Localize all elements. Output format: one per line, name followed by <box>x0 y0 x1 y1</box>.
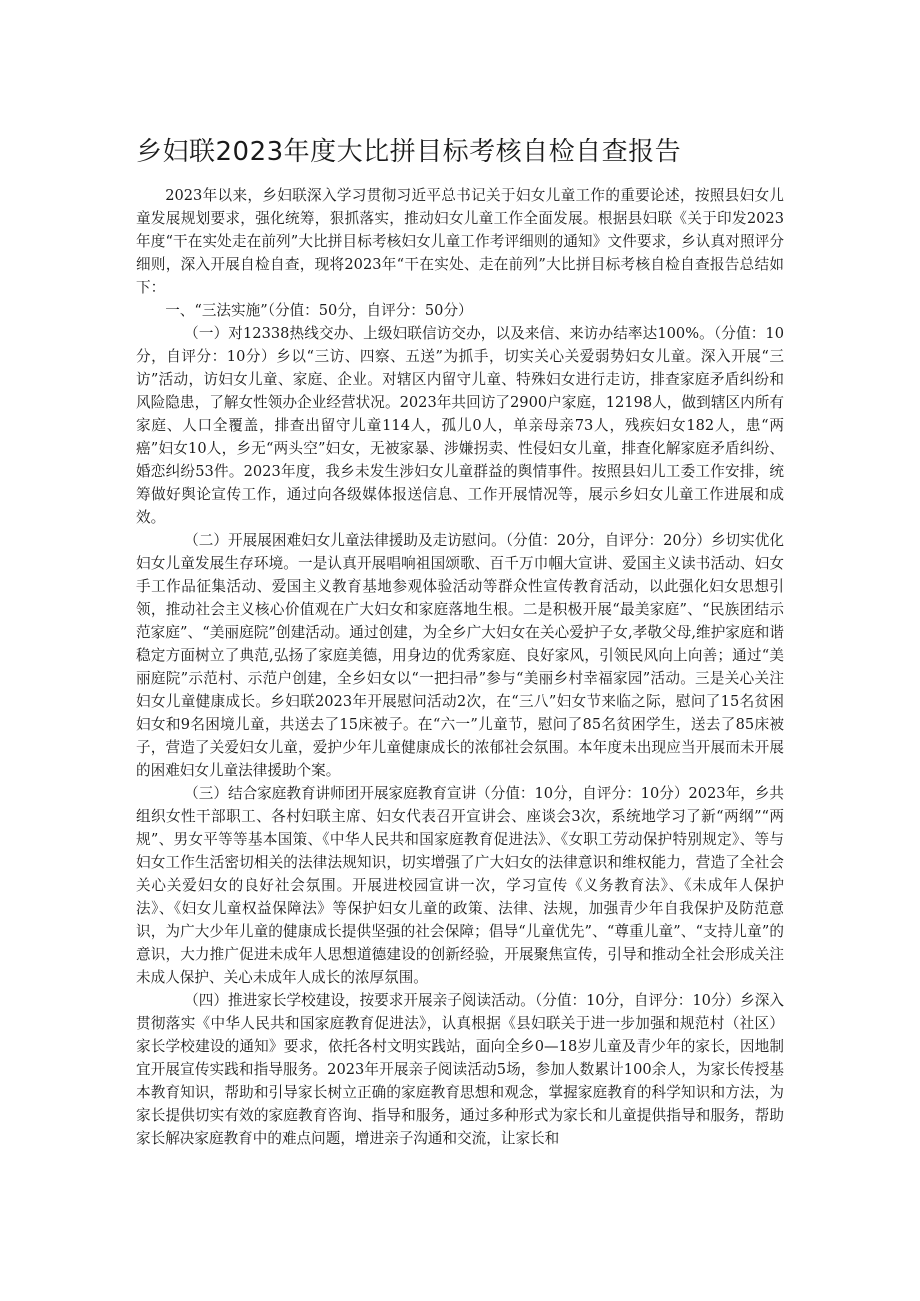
item-paragraph-1: （一）对12338热线交办、上级妇联信访交办，以及来信、来访办结率达100%。（分值：10分，自评分：10分）乡以“三访、四察、五送”为抓手，切实关心关爱弱势妇女儿童。深入开展“三访”活动，访妇女儿童、家庭、企业。对辖区内留守儿童、特殊妇女进行走访，排查家庭矛盾纠纷和风险隐患，了解女性领办企业经营状况。2023年共回访了2900户家庭，12198人，做到辖区内所有家庭、人口全覆盖，排查出留守儿童114人，孤儿0人，单亲母亲73人，残疾妇女182人，患“两癌”妇女10人，乡无“两头空”妇女，无被家暴、涉嫌拐卖、性侵妇女儿童，排查化解家庭矛盾纠纷、婚恋纠纷53件。2023年度，我乡未发生涉妇女儿童群益的舆情事件。按照县妇儿工委工作安排，统筹做好舆论宣传工作，通过向各级媒体报送信息、工作开展情况等，展示乡妇女儿童工作进展和成效。 <box>136 325 784 526</box>
section-heading: 一、“三法实施”（分值：50分，自评分：50分） <box>165 302 473 319</box>
document-page <box>136 134 784 1150</box>
item-paragraph-3: （三）结合家庭教育讲师团开展家庭教育宣讲（分值：10分，自评分：10分）2023年，乡共组织女性干部职工、各村妇联主席、妇女代表召开宣讲会、座谈会3次，系统地学习了新“两纲”“两规”、男女平等等基本国策、《中华人民共和国家庭教育促进法》、《女职工劳动保护特别规定》、等与妇女工作生活密切相关的法律法规知识，切实增强了广大妇女的法律意识和维权能力，营造了全社会关心关爱妇女的良好社会氛围。开展进校园宣讲一次，学习宣传《义务教育法》、《未成年人保护法》、《妇女儿童权益保障法》等保护妇女儿童的政策、法律、法规，加强青少年自我保护及防范意识，为广大少年儿童的健康成长提供坚强的社会保障；倡导“儿童优先”、“尊重儿童”、“支持儿童”的意识，大力推广促进未成年人思想道德建设的创新经验，开展聚焦宣传，引导和推动全社会形成关注未成人保护、关心未成年人成长的浓厚氛围。 <box>136 785 784 986</box>
item-paragraph-2: （二）开展展困难妇女儿童法律援助及走访慰问。（分值：20分，自评分：20分）乡切实优化妇女儿童发展生存环境。一是认真开展唱响祖国颂歌、百千万巾帼大宣讲、爱国主义读书活动、妇女手工作品征集活动、爱国主义教育基地参观体验活动等群众性宣传教育活动，以此强化妇女思想引领，推动社会主义核心价值观在广大妇女和家庭落地生根。二是积极开展“最美家庭”、“民族团结示范家庭”、“美丽庭院”创建活动。通过创建，为全乡广大妇女在关心爱护子女,孝敬父母,维护家庭和谐稳定方面树立了典范,弘扬了家庭美德，用身边的优秀家庭、良好家风，引领民风向上向善；通过“美丽庭院”示范村、示范户创建，全乡妇女以“一把扫帚”参与“美丽乡村幸福家园”活动。三是关心关注妇女儿童健康成长。乡妇联2023年开展慰问活动2次，在“三八”妇女节来临之际，慰问了15名贫困妇女和9名困境儿童，共送去了15床被子。在“六一”儿童节，慰问了85名贫困学生，送去了85床被子，营造了关爱妇女儿童，爱护少年儿童健康成长的浓郁社会氛围。本年度未出现应当开展而未开展的困难妇女儿童法律援助个案。 <box>136 532 784 779</box>
item-paragraph-4: （四）推进家长学校建设，按要求开展亲子阅读活动。（分值：10分，自评分：10分）乡深入贯彻落实《中华人民共和国家庭教育促进法》，认真根据《县妇联关于进一步加强和规范村（社区）家长学校建设的通知》要求，依托各村文明实践站，面向全乡0—18岁儿童及青少年的家长，因地制宜开展宣传实践和指导服务。2023年开展亲子阅读活动5场，参加人数累计100余人，为家长传授基本教育知识，帮助和引导家长树立正确的家庭教育思想和观念，掌握家庭教育的科学知识和方法，为家长提供切实有效的家庭教育咨询、指导和服务，通过多种形式为家长和儿童提供指导和服务，帮助家长解决家庭教育中的难点问题，增进亲子沟通和交流，让家长和 <box>136 992 784 1147</box>
intro-paragraph: 2023年以来，乡妇联深入学习贯彻习近平总书记关于妇女儿童工作的重要论述，按照县妇女儿童发展规划要求，强化统筹，狠抓落实，推动妇女儿童工作全面发展。根据县妇联《关于印发2023年度“干在实处走在前列”大比拼目标考核妇女儿童工作考评细则的通知》文件要求，乡认真对照评分细则，深入开展自检自查，现将2023年“干在实处、走在前列”大比拼目标考核自检自查报告总结如下： <box>136 187 784 296</box>
document-title: 乡妇联2023年度大比拼目标考核自检自查报告 <box>136 137 682 167</box>
